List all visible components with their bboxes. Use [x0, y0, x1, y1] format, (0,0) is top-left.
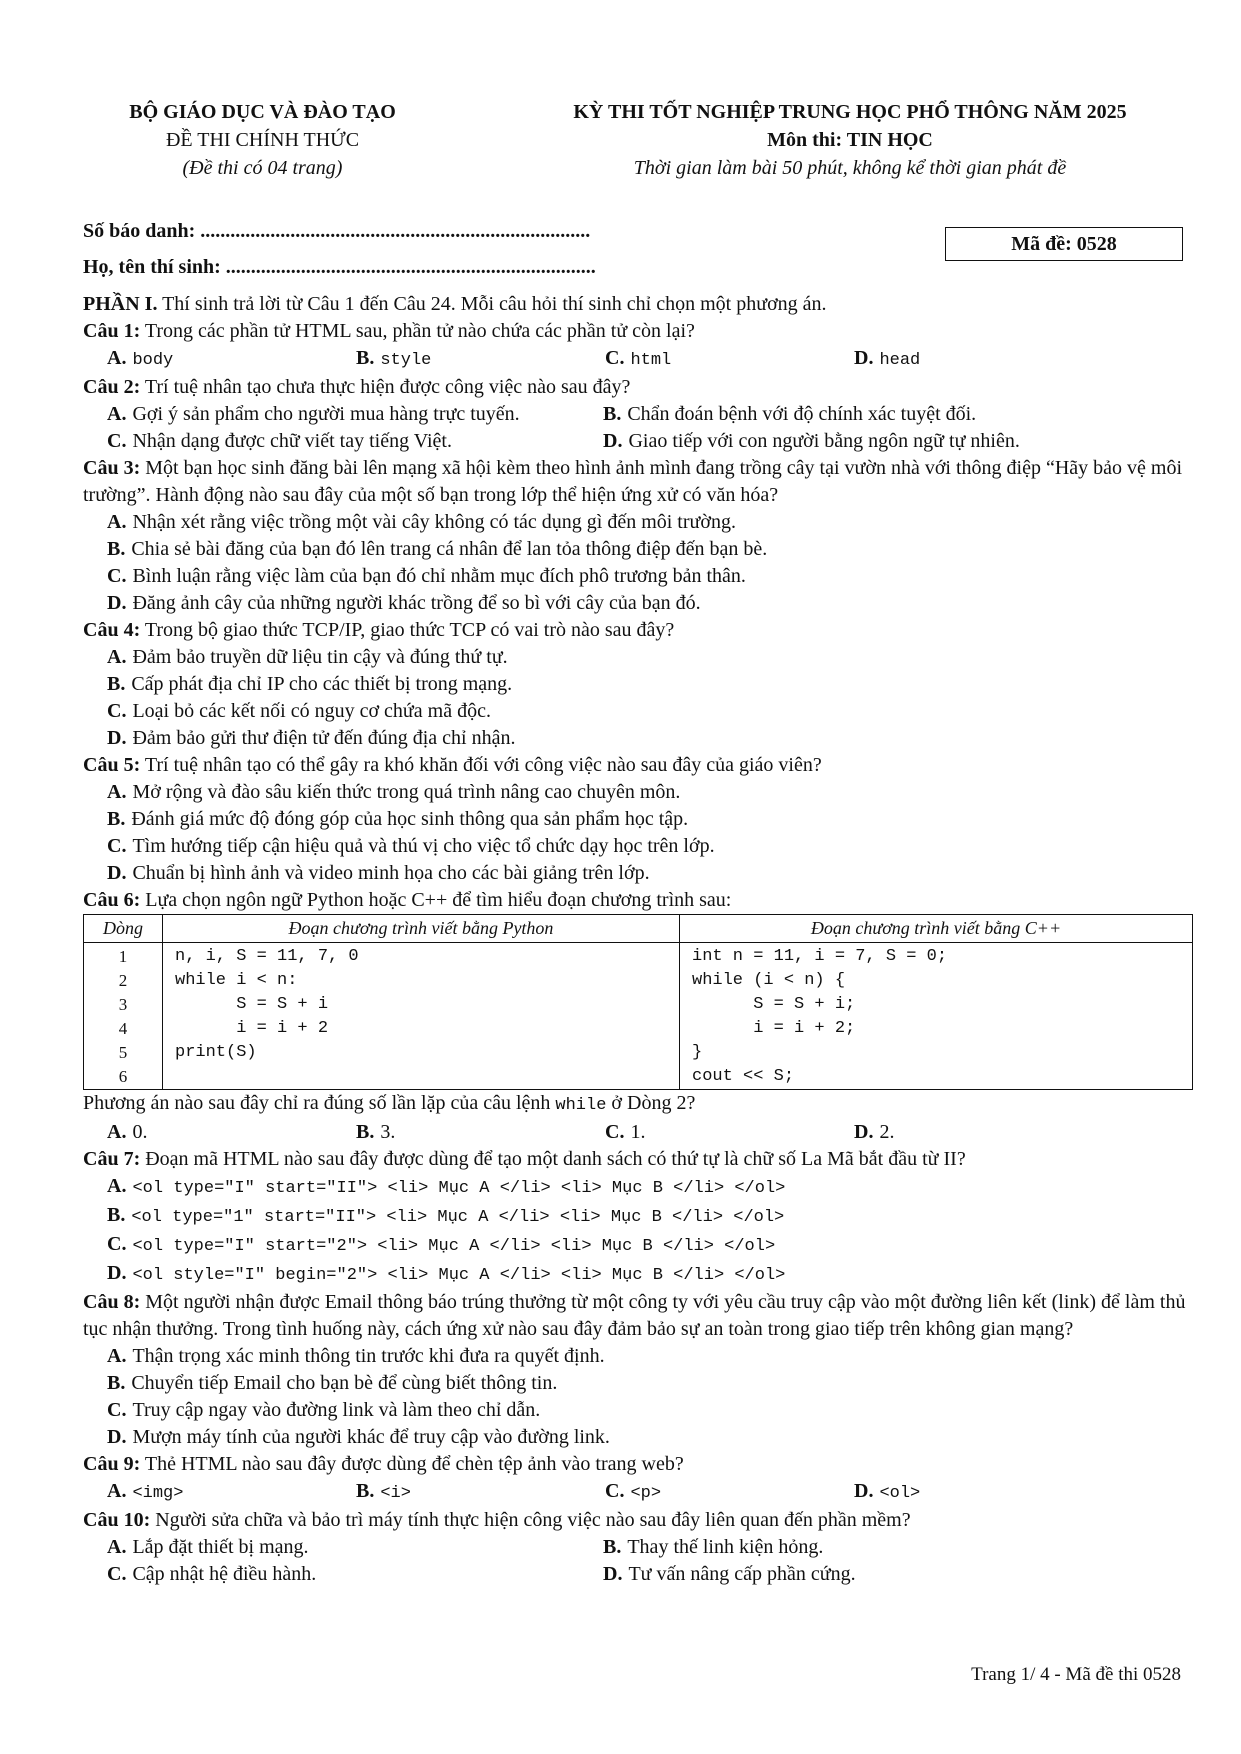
option-b[interactable]: B. Thay thế linh kiện hỏng.: [603, 1536, 824, 1558]
table-row: 3 S = S + i S = S + i;: [84, 993, 1193, 1017]
question-2-options-row2: [83, 428, 1193, 455]
part1-title: PHẦN I.: [83, 293, 158, 315]
header-right: [505, 98, 1195, 182]
option-d[interactable]: D. <ol style="I" begin="2"> <li> Mục A </li> <li> Mục B </li> </ol>: [107, 1262, 786, 1285]
part1-text: Thí sinh trả lời từ Câu 1 đến Câu 24. Mỗi câu hỏi thí sinh chỉ chọn một phương án.: [162, 293, 827, 315]
option-c[interactable]: C. Truy cập ngay vào đường link và làm theo chỉ dẫn.: [107, 1399, 541, 1421]
question-label: Câu 2:: [83, 376, 141, 398]
header-left: [95, 98, 430, 182]
official-exam-label: ĐỀ THI CHÍNH THỨC: [165, 129, 360, 151]
option-c[interactable]: C. Loại bỏ các kết nối có nguy cơ chứa mã độc.: [107, 700, 491, 722]
table-row: 2 while i < n: while (i < n) {: [84, 969, 1193, 993]
question-label: Câu 9:: [83, 1453, 141, 1475]
question-2: [83, 374, 1193, 401]
option-d[interactable]: D. Mượn máy tính của người khác để truy cập vào đường link.: [107, 1426, 610, 1448]
question-label: Câu 7:: [83, 1148, 141, 1170]
option-d[interactable]: D. Đảm bảo gửi thư điện tử đến đúng địa chỉ nhận.: [107, 727, 516, 749]
option-b[interactable]: B. <i>: [356, 1480, 411, 1503]
question-label: Câu 1:: [83, 320, 141, 342]
option-b[interactable]: B. Đánh giá mức độ đóng góp của học sinh thông qua sản phẩm học tập.: [107, 808, 689, 830]
option-b[interactable]: B. style: [356, 347, 432, 370]
col-header-cpp: Đoạn chương trình viết bằng C++: [680, 915, 1193, 943]
candidate-id-line: Số báo danh: ..............................................................................: [83, 220, 591, 242]
question-text: Thẻ HTML nào sau đây được dùng để chèn tệp ảnh vào trang web?: [144, 1453, 684, 1475]
option-a[interactable]: A. <img>: [107, 1480, 184, 1503]
option-b[interactable]: B. Chẩn đoán bệnh với độ chính xác tuyệt đối.: [603, 403, 977, 425]
option-c[interactable]: C. <p>: [605, 1480, 662, 1503]
col-header-python: Đoạn chương trình viết bằng Python: [163, 915, 680, 943]
question-label: Câu 8:: [83, 1291, 141, 1313]
option-c[interactable]: C. 1.: [605, 1121, 646, 1143]
option-d[interactable]: D. head: [854, 347, 921, 370]
question-1-options: [83, 345, 1193, 374]
question-text: Trong các phần tử HTML sau, phần tử nào chứa các phần tử còn lại?: [144, 320, 695, 342]
question-6-options: [83, 1119, 1193, 1146]
option-b[interactable]: B. <ol type="1" start="II"> <li> Mục A </li> <li> Mục B </li> </ol>: [107, 1204, 785, 1227]
question-text: Đoạn mã HTML nào sau đây được dùng để tạo một danh sách có thứ tự là chữ số La Mã bắt đầu từ II?: [145, 1148, 966, 1170]
part1-instruction: [83, 291, 1193, 318]
option-a[interactable]: A. Mở rộng và đào sâu kiến thức trong quá trình nâng cao chuyên môn.: [107, 781, 681, 803]
table-row: 4 i = i + 2 i = i + 2;: [84, 1017, 1193, 1041]
option-c[interactable]: C. html: [605, 347, 672, 370]
option-c[interactable]: C. Bình luận rằng việc làm của bạn đó chỉ nhằm mục đích phô trương bản thân.: [107, 565, 746, 587]
question-label: Câu 6:: [83, 889, 141, 911]
option-a[interactable]: A. Đảm bảo truyền dữ liệu tin cậy và đúng thứ tự.: [107, 646, 508, 668]
question-10-options-row2: [83, 1561, 1193, 1588]
question-text: Người sửa chữa và bảo trì máy tính thực hiện công việc nào sau đây liên quan đến phần mềm?: [155, 1509, 911, 1531]
col-header-line: Dòng: [84, 915, 163, 943]
question-9-options: [83, 1478, 1193, 1507]
option-d[interactable]: D. Chuẩn bị hình ảnh và video minh họa cho các bài giảng trên lớp.: [107, 862, 650, 884]
page-footer: Trang 1/ 4 - Mã đề thi 0528: [971, 1664, 1181, 1685]
question-text: Trí tuệ nhân tạo chưa thực hiện được công việc nào sau đây?: [144, 376, 631, 398]
subject-label: Môn thi: TIN HỌC: [767, 129, 933, 151]
time-note: Thời gian làm bài 50 phút, không kể thời gian phát đề: [633, 157, 1067, 179]
question-label: Câu 4:: [83, 619, 141, 641]
option-b[interactable]: B. Chia sẻ bài đăng của bạn đó lên trang cá nhân để lan tỏa thông điệp đến bạn bè.: [107, 538, 768, 560]
option-a[interactable]: A. 0.: [107, 1121, 148, 1143]
option-c[interactable]: C. <ol type="I" start="2"> <li> Mục A </li> <li> Mục B </li> </ol>: [107, 1233, 776, 1256]
exam-title: KỲ THI TỐT NGHIỆP TRUNG HỌC PHỔ THÔNG NĂM 2025: [573, 101, 1127, 123]
option-a[interactable]: A. <ol type="I" start="II"> <li> Mục A </li> <li> Mục B </li> </ol>: [107, 1175, 786, 1198]
option-c[interactable]: C. Tìm hướng tiếp cận hiệu quả và thú vị cho việc tổ chức dạy học trên lớp.: [107, 835, 715, 857]
option-c[interactable]: C. Cập nhật hệ điều hành.: [107, 1563, 317, 1585]
question-text: Một bạn học sinh đăng bài lên mạng xã hội kèm theo hình ảnh mình đang trồng cây tại vườn nhà với thông điệp “Hãy bảo vệ môi trường”. Hành động nào sau đây của một số bạn trong lớp thể hiện ứng xử có văn hóa?: [83, 457, 1183, 506]
option-a[interactable]: A. Lắp đặt thiết bị mạng.: [107, 1536, 309, 1558]
question-4: [83, 617, 1193, 644]
option-d[interactable]: D. Tư vấn nâng cấp phần cứng.: [603, 1563, 856, 1585]
option-a[interactable]: A. Nhận xét rằng việc trồng một vài cây không có tác dụng gì đến môi trường.: [107, 511, 736, 533]
question-text: Một người nhận được Email thông báo trúng thưởng từ một công ty với yêu cầu truy cập vào một đường liên kết (link) để làm thủ tục nhận thưởng. Trong tình huống này, cách ứng xử nào sau đây đảm bảo sự an toàn trong giao tiếp trên không gian mạng?: [83, 1291, 1186, 1340]
option-a[interactable]: A. body: [107, 347, 174, 370]
option-d[interactable]: D. <ol>: [854, 1480, 921, 1503]
option-b[interactable]: B. 3.: [356, 1121, 396, 1143]
question-5: [83, 752, 1193, 779]
option-c[interactable]: C. Nhận dạng được chữ viết tay tiếng Việt.: [107, 430, 452, 452]
option-a[interactable]: A. Thận trọng xác minh thông tin trước khi đưa ra quyết định.: [107, 1345, 605, 1367]
question-2-options-row1: [83, 401, 1193, 428]
questions-body: [83, 291, 1193, 1588]
question-text: Trong bộ giao thức TCP/IP, giao thức TCP có vai trò nào sau đây?: [144, 619, 675, 641]
table-row: 6 cout << S;: [84, 1065, 1193, 1090]
question-3: [83, 455, 1193, 509]
question-8: [83, 1289, 1193, 1343]
option-d[interactable]: D. 2.: [854, 1121, 895, 1143]
question-label: Câu 3:: [83, 457, 141, 479]
pages-note: (Đề thi có 04 trang): [182, 157, 343, 179]
exam-code-box: Mã đề: 0528: [945, 227, 1183, 261]
question-10-options-row1: [83, 1534, 1193, 1561]
question-7: [83, 1146, 1193, 1173]
question-1: [83, 318, 1193, 345]
option-d[interactable]: D. Đăng ảnh cây của những người khác trồng để so bì với cây của bạn đó.: [107, 592, 701, 614]
question-6: [83, 887, 1193, 914]
option-d[interactable]: D. Giao tiếp với con người bằng ngôn ngữ tự nhiên.: [603, 430, 1020, 452]
question-text: Trí tuệ nhân tạo có thể gây ra khó khăn đối với công việc nào sau đây của giáo viên?: [144, 754, 822, 776]
ministry-name: BỘ GIÁO DỤC VÀ ĐÀO TẠO: [129, 101, 396, 123]
question-9: [83, 1451, 1193, 1478]
option-b[interactable]: B. Cấp phát địa chỉ IP cho các thiết bị trong mạng.: [107, 673, 513, 695]
question-6-followup: Phương án nào sau đây chỉ ra đúng số lần lặp của câu lệnh while ở Dòng 2?: [83, 1092, 696, 1115]
table-row: 5 print(S) }: [84, 1041, 1193, 1065]
table-row: 1 n, i, S = 11, 7, 0 int n = 11, i = 7, S = 0;: [84, 943, 1193, 970]
candidate-name-line: Họ, tên thí sinh: ..........................................................................: [83, 256, 596, 278]
question-label: Câu 5:: [83, 754, 141, 776]
option-b[interactable]: B. Chuyển tiếp Email cho bạn bè để cùng biết thông tin.: [107, 1372, 558, 1394]
option-a[interactable]: A. Gợi ý sản phẩm cho người mua hàng trực tuyến.: [107, 403, 520, 425]
code-table: [83, 914, 1193, 1090]
question-text: Lựa chọn ngôn ngữ Python hoặc C++ để tìm hiểu đoạn chương trình sau:: [145, 889, 732, 911]
question-10: [83, 1507, 1193, 1534]
question-label: Câu 10:: [83, 1509, 151, 1531]
